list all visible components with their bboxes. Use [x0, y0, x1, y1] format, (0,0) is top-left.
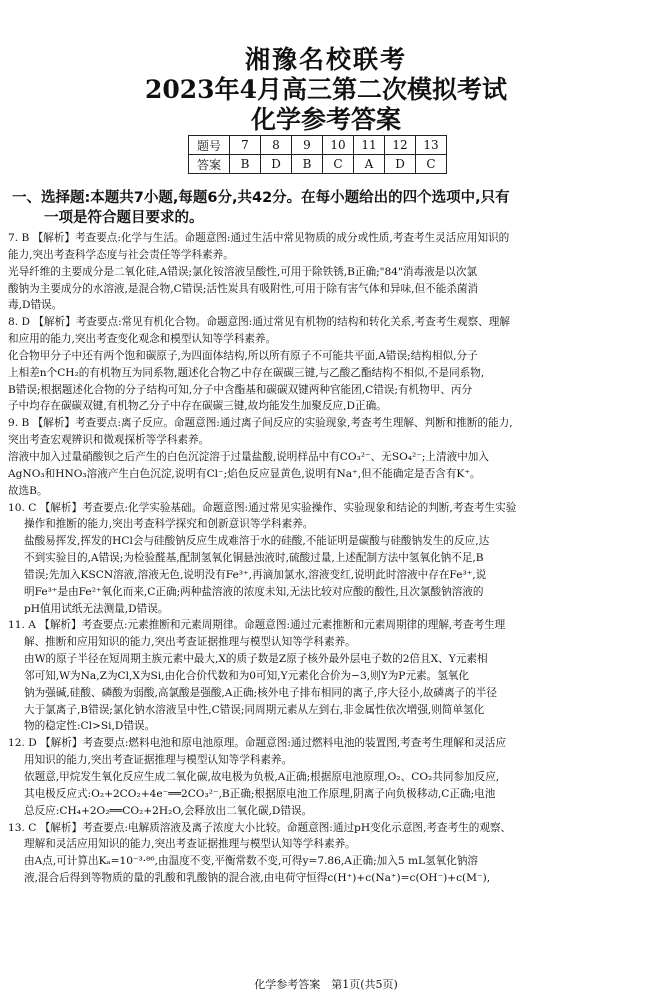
section-heading-line-1: 一、选择题:本题共7小题,每题6分,共42分。在每小题给出的四个选项中,只有	[12, 190, 510, 206]
text-line: 大于氯离子,B错误;氯化钠水溶液呈中性,C错误;同周期元素从左到右,非金属性依次增强,则简单氢化	[24, 703, 485, 716]
answer-cell: D	[261, 155, 292, 174]
text-line: 操作和推断的能力,突出考查科学探究和创新意识等学科素养。	[24, 518, 314, 531]
question-number: 13	[416, 136, 447, 155]
text-line: 化合物甲分子中还有两个饱和碳原子,为四面体结构,所以所有原子不可能共平面,A错误;结构相似,分子	[8, 349, 478, 362]
text-line: 酸钠为主要成分的水溶液,是混合物,C错误;活性炭具有吸附性,可用于除有害气体和异味,但不能杀菌消	[8, 282, 479, 295]
answer-cell: C	[416, 155, 447, 174]
text-line: 物的稳定性:Cl>Si,D错误。	[24, 720, 156, 733]
q11-header: 11. A 【解析】考查要点:元素推断和元素周期律。命题意图:通过元素推断和元素周期律的理解,考查考生理	[8, 619, 506, 632]
q7-header: 7. B 【解析】考查要点:化学与生活。命题意图:通过生活中常见物质的成分或性质,考查考生灵活应用知识的	[8, 232, 510, 244]
title-line-2: 2023年4月高三第二次模拟考试	[145, 75, 507, 104]
text-line: 其电极反应式:O₂+2CO₂+4e⁻══2CO₃²⁻,B正确;根据原电池工作原理,阴离子向负极移动,C正确;电池	[24, 787, 496, 800]
row-label-answer: 答案	[189, 155, 230, 174]
answer-table-answer-row	[189, 155, 447, 174]
text-line: 用知识的能力,突出考查证据推理与模型认知等学科素养。	[24, 754, 293, 767]
page-footer: 化学参考答案 第1页(共5页)	[254, 978, 398, 991]
text-line: 明Fe³⁺是由Fe²⁺氧化而来,C正确;两种盐溶液的浓度未知,无法比较对应酸的酸性,且次氯酸钠溶液的	[24, 585, 484, 598]
text-line: 由A点,可计算出Kₐ=10⁻³·⁸⁶,由温度不变,平衡常数不变,可得y=7.86,A正确;加入5 mL氢氧化钠溶	[24, 855, 479, 868]
text-line: 不到实验目的,A错误;为检验醛基,配制氢氧化铜悬浊液时,硫酸过量,上述配制方法中氢氧化钠不足,B	[24, 552, 484, 565]
q13-header: 13. C 【解析】考查要点:电解质溶液及离子浓度大小比较。命题意图:通过pH变化示意图,考查考生的观察、	[8, 821, 512, 834]
q10-header: 10. C 【解析】考查要点:化学实验基础。命题意图:通过常见实验操作、实验现象和结论的判断,考查考生实验	[8, 501, 517, 514]
answer-cell: D	[385, 155, 416, 174]
text-line: 子中均存在碳碳双键,有机物乙分子中存在碳碳三键,故均能发生加聚反应,D正确。	[8, 400, 387, 413]
text-line: 盐酸易挥发,挥发的HCl会与硅酸钠反应生成难溶于水的硅酸,不能证明是碳酸与硅酸钠发生的反应,达	[24, 535, 490, 548]
question-number: 12	[385, 136, 416, 155]
text-line: 由W的原子半径在短周期主族元素中最大,X的质子数是Z原子核外最外层电子数的2倍且X、Y元素相	[24, 653, 488, 666]
answer-cell: B	[292, 155, 323, 174]
text-line: pH值用试纸无法测量,D错误。	[24, 602, 169, 615]
q9-header: 9. B 【解析】考查要点:离子反应。命题意图:通过离子间反应的实验现象,考查考生理解、判断和推断的能力,	[8, 417, 513, 430]
text-line: 错误;先加入KSCN溶液,溶液无色,说明没有Fe³⁺,再滴加氯水,溶液变红,说明此时溶液中存在Fe³⁺,说	[24, 568, 487, 581]
question-number: 8	[261, 136, 292, 155]
explanation-body	[8, 230, 642, 887]
text-line: 突出考查宏观辨识和微观探析等学科素养。	[8, 434, 210, 447]
q8-header: 8. D 【解析】考查要点:常见有机化合物。命题意图:通过常见有机物的结构和转化关系,考查考生观察、理解	[8, 316, 510, 329]
q12-header: 12. D 【解析】考查要点:燃料电池和原电池原理。命题意图:通过燃料电池的装置图,考查考生理解和灵活应	[8, 737, 507, 750]
title-line-1: 湘豫名校联考	[244, 45, 407, 74]
text-line: 液,混合后得到等物质的量的乳酸和乳酸钠的混合液,由电荷守恒得c(H⁺)+c(Na⁺)=c(OH⁻)+c(M⁻),	[24, 872, 491, 885]
question-number: 10	[323, 136, 354, 155]
question-number: 11	[354, 136, 385, 155]
row-label-number: 题号	[189, 136, 230, 155]
text-line: 依题意,甲烷发生氧化反应生成二氧化碳,故电极为负极,A正确;根据原电池原理,O₂、CO₂共同参加反应,	[24, 771, 500, 783]
text-line: 能力,突出考查科学态度与社会责任等学科素养。	[8, 248, 234, 261]
text-line: 上相差n个CH₂的有机物互为同系物,题述化合物乙中存在碳碳三键,与乙酸乙酯结构不相似,不是同系物,	[8, 366, 485, 379]
answer-cell: A	[354, 155, 385, 174]
text-line: 光导纤维的主要成分是二氧化硅,A错误;氯化铵溶液呈酸性,可用于除铁锈,B正确;"84"消毒液是以次氯	[8, 265, 478, 278]
answer-table-number-row	[189, 136, 447, 155]
text-line: 和应用的能力,突出考查变化观念和模型认知等学科素养。	[8, 333, 277, 346]
question-number: 9	[292, 136, 323, 155]
section-heading	[12, 188, 642, 228]
question-number: 7	[230, 136, 261, 155]
text-line: AgNO₃和HNO₃溶液产生白色沉淀,说明有Cl⁻;焰色反应显黄色,说明有Na⁺,但不能确定是否含有K⁺。	[8, 467, 481, 480]
text-line: 解、推断和应用知识的能力,突出考查证据推理与模型认知等学科素养。	[24, 636, 356, 649]
text-line: 总反应:CH₄+2O₂══CO₂+2H₂O,会释放出二氧化碳,D错误。	[24, 804, 313, 817]
text-line: 故选B。	[8, 484, 48, 497]
answer-cell: B	[230, 155, 261, 174]
section-heading-line-2: 一项是符合题目要求的。	[44, 210, 204, 226]
text-line: 理解和灵活应用知识的能力,突出考查证据推理与模型认知等学科素养。	[24, 838, 356, 851]
text-line: 钠为强碱,硅酸、磷酸为弱酸,高氯酸是强酸,A正确;核外电子排布相同的离子,序大径小,故磷离子的半径	[24, 686, 497, 699]
answer-table	[188, 135, 447, 174]
text-line: B错误;根据题述化合物的分子结构可知,分子中含酯基和碳碳双键两种官能团,C错误;有机物甲、丙分	[8, 383, 473, 396]
text-line: 邻可知,W为Na,Z为Cl,X为Si,由化合价代数和为0可知,Y元素化合价为−3,则Y为P元素。氢氧化	[24, 669, 470, 682]
text-line: 溶液中加入过量硝酸钡之后产生的白色沉淀溶于过量盐酸,说明样品中有CO₃²⁻、无SO₄²⁻;上清液中加入	[8, 450, 489, 463]
title-line-3: 化学参考答案	[250, 105, 401, 134]
answer-cell: C	[323, 155, 354, 174]
text-line: 毒,D错误。	[8, 299, 63, 312]
